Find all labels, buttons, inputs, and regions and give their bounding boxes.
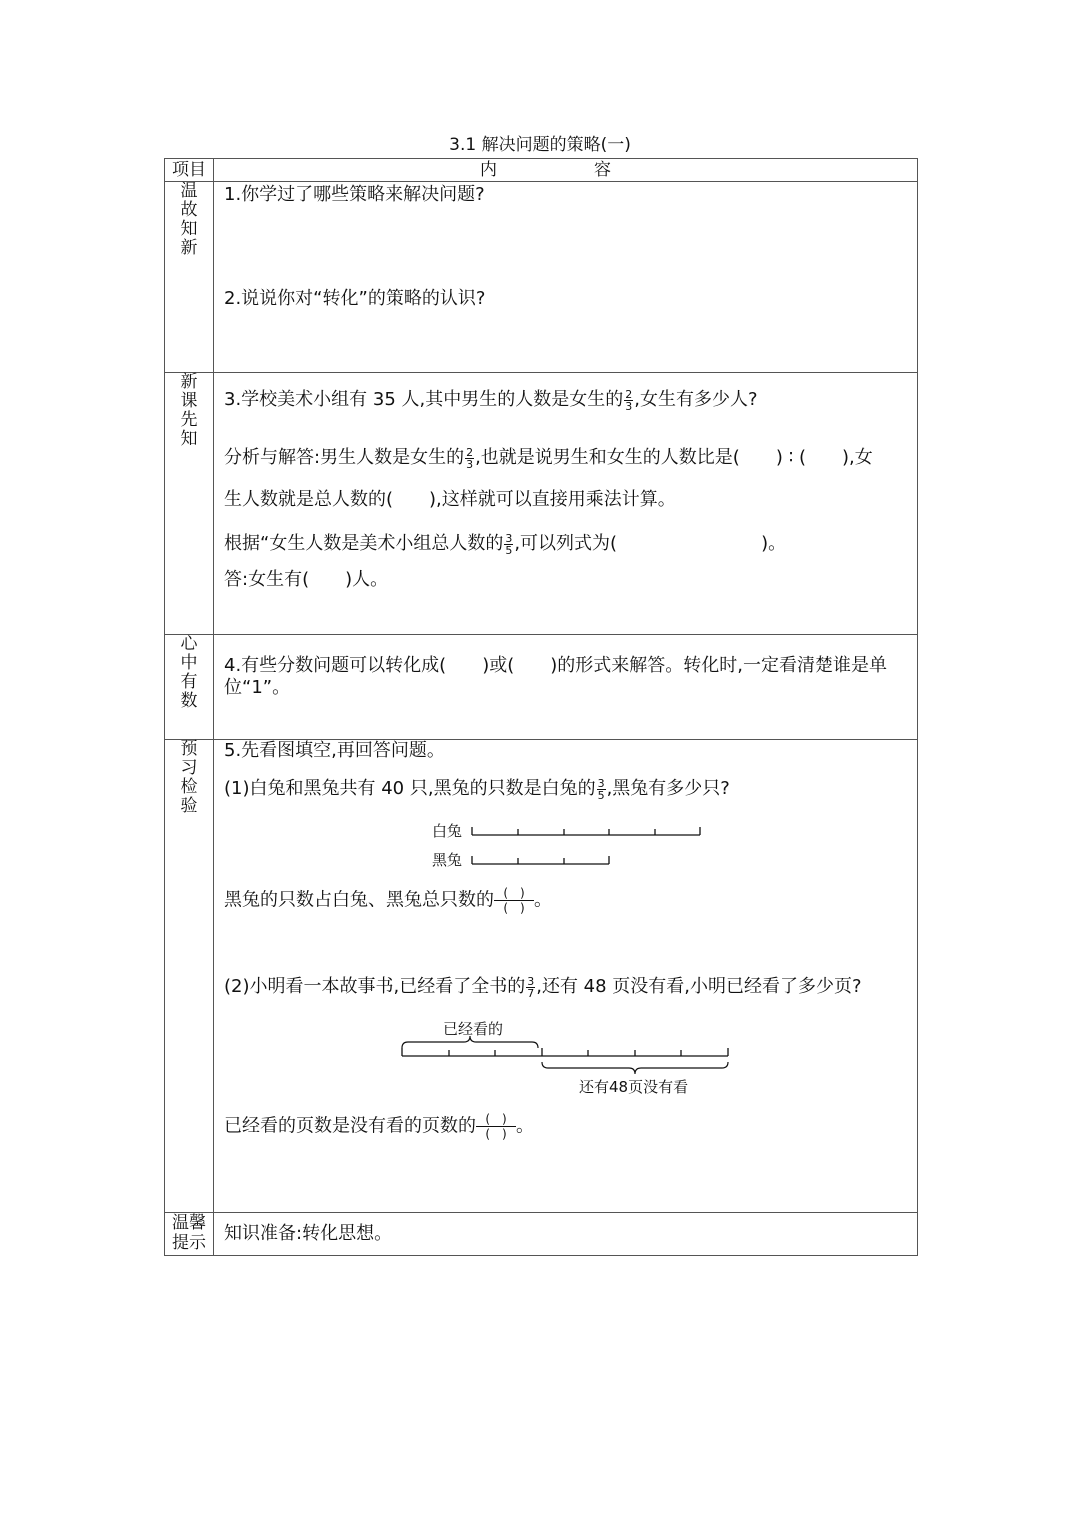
book-diagram bbox=[394, 1016, 754, 1102]
review-content-cell bbox=[214, 182, 918, 373]
page-title: 3.1 解决问题的策略(一) bbox=[449, 135, 631, 155]
black-rabbit-bar bbox=[472, 856, 609, 864]
preview-label: 新课先知 bbox=[180, 372, 198, 449]
fraction-3-7: $\frac{3}{7}$ bbox=[527, 974, 535, 1000]
header-content-label: 内 容 bbox=[480, 160, 651, 180]
question-2: 2.说说你对“转化”的策略的认识? bbox=[224, 288, 486, 309]
tip-text: 知识准备:转化思想。 bbox=[224, 1223, 393, 1244]
analysis-line-1 bbox=[224, 445, 873, 471]
analysis-text: 分析与解答:男生人数是女生的 bbox=[224, 447, 465, 468]
mind-content-cell bbox=[214, 635, 918, 740]
formula-blank[interactable]: ,可以列式为( )。 bbox=[514, 533, 787, 554]
tip-row bbox=[165, 1213, 918, 1256]
problem-2-tail: ,还有 48 页没有看,小明已经看了多少页? bbox=[536, 976, 862, 997]
problem-1-tail: ,黑兔有多少只? bbox=[606, 778, 730, 799]
problem-1-text: (1)白兔和黑兔共有 40 只,黑兔的只数是白兔的 bbox=[224, 778, 596, 799]
tip-label-cell bbox=[165, 1213, 214, 1256]
white-rabbit-label: 白兔 bbox=[432, 822, 463, 840]
fraction-2-3: $\frac{2}{3}$ bbox=[625, 387, 633, 413]
review-label: 温故知新 bbox=[180, 181, 198, 258]
check-label: 预习检验 bbox=[180, 739, 198, 816]
header-item-col bbox=[165, 159, 214, 182]
review-label-cell bbox=[165, 182, 214, 373]
period: 。 bbox=[534, 889, 552, 911]
question-3-text: 3.学校美术小组有 35 人,其中男生的人数是女生的 bbox=[224, 389, 624, 410]
header-row bbox=[165, 159, 918, 182]
header-content-col bbox=[214, 159, 918, 182]
read-brace bbox=[402, 1036, 538, 1048]
mind-label-cell bbox=[165, 635, 214, 740]
answer-line[interactable]: 答:女生有( )人。 bbox=[224, 569, 389, 590]
black-rabbit-label: 黑兔 bbox=[432, 851, 463, 869]
analysis-line-3 bbox=[224, 531, 786, 557]
preview-content-cell bbox=[214, 373, 918, 635]
problem-1 bbox=[224, 776, 730, 802]
blank-fraction[interactable]: ( ) ( ) bbox=[494, 886, 534, 915]
mind-label: 心中有数 bbox=[180, 634, 198, 711]
unread-pages-label: 还有48页没有看 bbox=[579, 1078, 689, 1096]
period: 。 bbox=[516, 1115, 534, 1137]
book-bar bbox=[402, 1048, 728, 1056]
tip-label: 温馨提示 bbox=[172, 1213, 206, 1253]
analysis-line-2[interactable]: 生人数就是总人数的( ),这样就可以直接用乘法计算。 bbox=[224, 489, 676, 510]
tip-content-cell bbox=[214, 1213, 918, 1256]
question-3 bbox=[224, 387, 758, 413]
preview-row bbox=[165, 373, 918, 635]
blank-fraction[interactable]: ( ) ( ) bbox=[476, 1112, 516, 1141]
check-label-cell bbox=[165, 740, 214, 1213]
rabbit-diagram bbox=[414, 818, 714, 874]
question-1: 1.你学过了哪些策略来解决问题? bbox=[224, 184, 485, 205]
white-rabbit-bar bbox=[472, 827, 700, 835]
review-row bbox=[165, 182, 918, 373]
fraction-3-5: $\frac{3}{5}$ bbox=[505, 531, 513, 557]
fraction-3-5: $\frac{3}{5}$ bbox=[597, 776, 605, 802]
problem-1-fill bbox=[224, 886, 552, 915]
formula-text: 根据“女生人数是美术小组总人数的 bbox=[224, 533, 504, 554]
question-3-tail: ,女生有多少人? bbox=[634, 389, 758, 410]
problem-2-fill bbox=[224, 1112, 534, 1141]
worksheet-table bbox=[164, 158, 918, 1256]
problem-2-text: (2)小明看一本故事书,已经看了全书的 bbox=[224, 976, 526, 997]
problem-2 bbox=[224, 974, 862, 1000]
fraction-2-3: $\frac{2}{3}$ bbox=[466, 445, 474, 471]
check-content-cell bbox=[214, 740, 918, 1213]
preview-label-cell bbox=[165, 373, 214, 635]
problem-2-fill-text: 已经看的页数是没有看的页数的 bbox=[224, 1115, 476, 1137]
question-4-line-2: 位“1”。 bbox=[224, 677, 291, 698]
ratio-blanks[interactable]: ,也就是说男生和女生的人数比是( ) ∶ ( ),女 bbox=[475, 447, 873, 468]
mind-row bbox=[165, 635, 918, 740]
unread-brace bbox=[542, 1062, 728, 1074]
problem-1-fill-text: 黑兔的只数占白兔、黑兔总只数的 bbox=[224, 889, 494, 911]
check-row bbox=[165, 740, 918, 1213]
header-item-label: 项目 bbox=[172, 160, 206, 180]
question-5: 5.先看图填空,再回答问题。 bbox=[224, 740, 445, 761]
read-pages-label: 已经看的 bbox=[443, 1020, 504, 1038]
question-4-line-1[interactable]: 4.有些分数问题可以转化成( )或( )的形式来解答。转化时,一定看清楚谁是单 bbox=[224, 655, 887, 676]
